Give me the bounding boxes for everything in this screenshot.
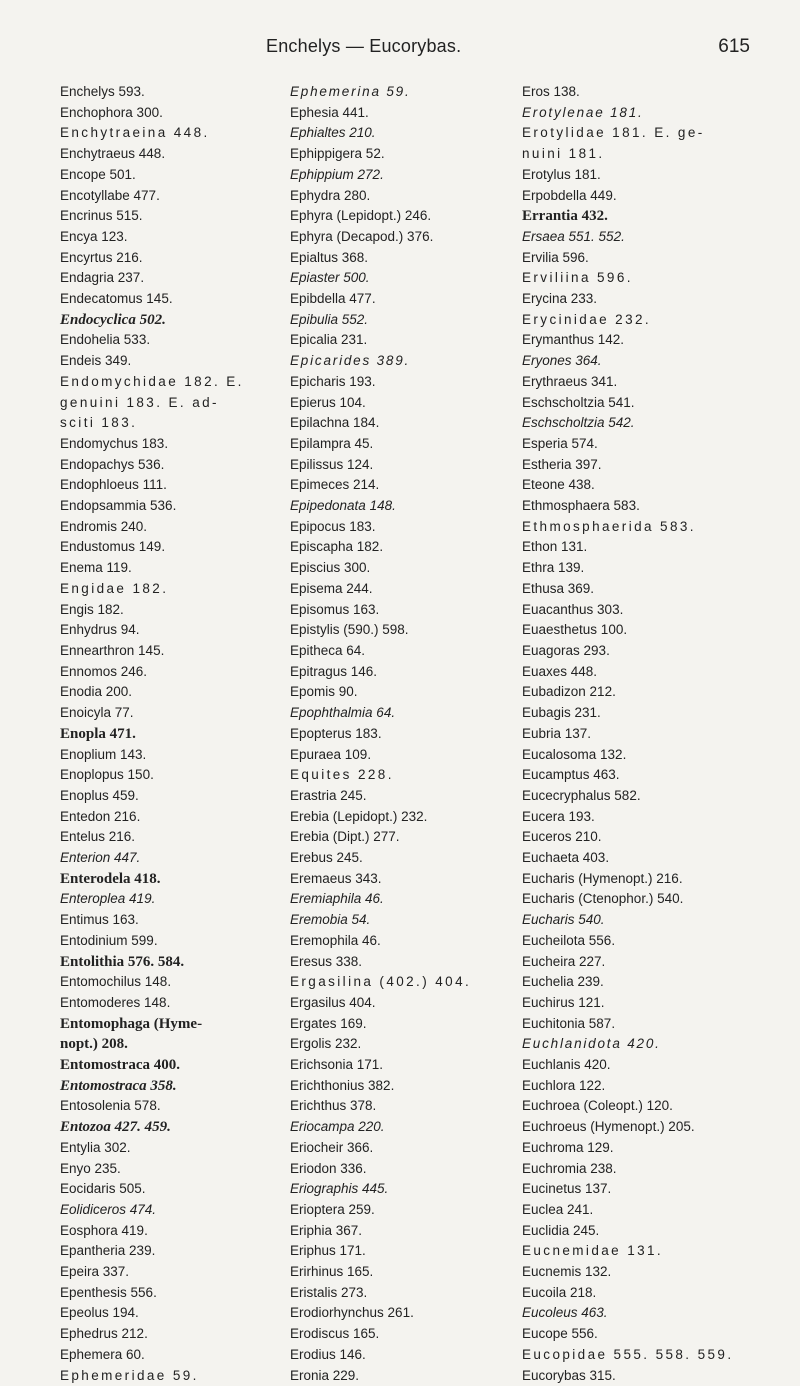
index-entry: Eresus 338. [290,953,363,969]
index-entry: Episema 244. [290,580,373,596]
index-column-3 [522,82,792,1386]
index-entry: Erycinidae 232. [522,311,652,327]
index-entry: Erymanthus 142. [522,332,625,348]
index-entry: Eubagis 231. [522,705,601,721]
index-entry: Enterion 447. [60,850,141,866]
index-entry: Enchytraeus 448. [60,146,166,162]
index-entry: Engis 182. [60,601,124,617]
index-entry: Equites 228. [290,767,394,783]
index-entry: Endohelia 533. [60,332,151,348]
index-entry: Euchlora 122. [522,1077,606,1093]
index-entry: Erirhinus 165. [290,1264,374,1280]
index-entry: Epantheria 239. [60,1243,156,1259]
index-entry: Epimeces 214. [290,477,380,493]
index-entry: Eriphus 171. [290,1243,366,1259]
index-entry: Euchromia 238. [522,1160,617,1176]
index-entry: Eucnemidae 131. [522,1243,664,1259]
index-entry: Euchaeta 403. [522,850,610,866]
index-entry: Epierus 104. [290,394,366,410]
index-entry: Endecatomus 145. [60,291,173,307]
index-entry: Encya 123. [60,228,128,244]
index-entry: Ergates 169. [290,1015,367,1031]
page-header [0,36,800,66]
running-title: Enchelys — Eucorybas. [266,36,462,56]
index-entry: Euacanthus 303. [522,601,624,617]
index-entry: Euchroeus (Hymenopt.) 205. [522,1119,695,1135]
index-entry: Epenthesis 556. [60,1284,157,1300]
index-entry: Eremophila 46. [290,932,381,948]
index-entry: Entomochilus 148. [60,974,172,990]
index-entry: Eucalosoma 132. [522,746,627,762]
index-entry: Ersaea 551. 552. [522,228,625,244]
index-entry: Enteroplea 419. [60,891,156,907]
index-entry: Ephemera 60. [60,1346,145,1362]
index-entry: Entimus 163. [60,912,139,928]
index-entry: Eros 138. [522,84,580,99]
index-entry: Endeis 349. [60,353,132,369]
index-entry: Entomostraca 358. [60,1077,177,1094]
index-entry: Ethusa 369. [522,580,595,596]
index-entry: Epicharis 193. [290,373,376,389]
index-entry: Episomus 163. [290,601,380,617]
index-entry: Erotylus 181. [522,166,601,182]
index-entry: Endromis 240. [60,518,148,534]
index-entry: Epitragus 146. [290,663,378,679]
index-entry: Eriphia 367. [290,1222,363,1238]
index-entry: Eriodon 336. [290,1160,367,1176]
index-entry: Eronia 229. [290,1367,360,1383]
index-entry: Euaesthetus 100. [522,622,628,638]
index-entry: Enema 119. [60,560,132,576]
index-entry: Endocyclica 502. [60,311,166,328]
index-entry: Eucharis (Ctenophor.) 540. [522,891,684,907]
index-entry: Eucope 556. [522,1326,598,1342]
index-entry: Eucera 193. [522,808,595,824]
index-entry: Ephyra (Decapod.) 376. [290,228,434,244]
index-entry: Eucharis 540. [522,912,605,928]
index-entry: Erodiorhynchus 261. [290,1305,414,1321]
index-entry: Encrinus 515. [60,208,143,224]
index-entry: Eosphora 419. [60,1222,148,1238]
page-number: 615 [718,36,750,57]
index-entry: Epibulia 552. [290,311,369,327]
index-entry: Enoplium 143. [60,746,147,762]
index-entry: sciti 183. [60,415,138,431]
index-entry: Eocidaris 505. [60,1181,146,1197]
index-entry: Erastria 245. [290,787,367,803]
index-entry: Ennomos 246. [60,663,148,679]
index-entry: Epipedonata 148. [290,498,396,514]
index-entry: Epipocus 183. [290,518,376,534]
index-entry: Eschscholtzia 541. [522,394,635,410]
index-entry: Eremobia 54. [290,912,371,928]
index-entry: Enchophora 300. [60,104,163,120]
index-entry: Euchroma 129. [522,1139,614,1155]
index-entry: Eucecryphalus 582. [522,787,641,803]
index-entry: Erebus 245. [290,850,363,866]
index-entry: Eucnemis 132. [522,1264,612,1280]
index-entry: Ervilia 596. [522,249,589,265]
index-entry: Entylia 302. [60,1139,131,1155]
index-entry: Ethmosphaera 583. [522,498,640,514]
index-entry: Endopsammia 536. [60,498,177,514]
index-entry: Endophloeus 111. [60,477,167,493]
index-entry: Epuraea 109. [290,746,372,762]
index-entry: Enchelys 593. [60,84,145,99]
index-entry: Erodiscus 165. [290,1326,380,1342]
index-entry: Estheria 397. [522,456,602,472]
index-entry: Enchytraeina 448. [60,125,210,141]
index-entry: Erichthonius 382. [290,1077,395,1093]
index-entry: genuini 183. E. ad- [60,394,219,410]
index-entry: Eucinetus 137. [522,1181,612,1197]
index-entry: Epomis 90. [290,684,358,700]
index-entry: Ephydra 280. [290,187,371,203]
index-entry: Ephialtes 210. [290,125,376,141]
index-entry: Encotyllabe 477. [60,187,160,203]
index-entry: Eteone 438. [522,477,595,493]
index-entry: Epicalia 231. [290,332,368,348]
index-entry: Eriographis 445. [290,1181,389,1197]
index-entry: Epiaster 500. [290,270,370,286]
index-entry: Eriocampa 220. [290,1119,385,1135]
index-entry: Epitheca 64. [290,642,366,658]
index-entry: Enoplopus 150. [60,767,154,783]
index-column-1 [60,82,310,1386]
index-entry: Erviliina 596. [522,270,633,286]
index-entry: Ergasilina (402.) 404. [290,974,472,990]
index-entry: Epilachna 184. [290,415,380,431]
index-entry: Epialtus 368. [290,249,369,265]
index-entry: Eucoleus 463. [522,1305,608,1321]
index-entry: Euchlanidota 420. [522,1036,661,1052]
index-entry: nuini 181. [522,146,605,162]
index-entry: Euchlanis 420. [522,1057,611,1073]
index-entry: Eremaeus 343. [290,870,382,886]
index-entry: Erebia (Dipt.) 277. [290,829,400,845]
index-entry: Endopachys 536. [60,456,165,472]
index-entry: Ephippigera 52. [290,146,385,162]
index-entry: Eschscholtzia 542. [522,415,635,431]
index-entry: Euchitonia 587. [522,1015,616,1031]
index-entry: Entomostraca 400. [60,1057,180,1074]
index-entry: Euaxes 448. [522,663,598,679]
index-entry: Epeolus 194. [60,1305,139,1321]
index-entry: Eubadizon 212. [522,684,616,700]
index-entry: Ethmosphaerida 583. [522,518,696,534]
index-entry: Enyo 235. [60,1160,121,1176]
index-entry: Erichthus 378. [290,1098,377,1114]
index-entry: Eucamptus 463. [522,767,620,783]
index-column-2 [290,82,540,1386]
index-entry: Ennearthron 145. [60,642,165,658]
index-entry: Ephippium 272. [290,166,384,182]
index-entry: Epicarides 389. [290,353,411,369]
index-entry: Euclidia 245. [522,1222,600,1238]
index-entry: Entodinium 599. [60,932,158,948]
index-entry: Euceros 210. [522,829,602,845]
index-entry: Euagoras 293. [522,642,610,658]
index-entry: Enoplus 459. [60,787,139,803]
index-entry: Entozoa 427. 459. [60,1119,171,1136]
index-entry: Endustomus 149. [60,539,166,555]
index-entry: Erebia (Lepidopt.) 232. [290,808,428,824]
index-entry: Engidae 182. [60,580,169,596]
index-entry: Ephedrus 212. [60,1326,148,1342]
index-entry: Eucorybas 315. [522,1367,616,1383]
index-entry: Eristalis 273. [290,1284,368,1300]
index-entry: Enodia 200. [60,684,133,700]
index-entry: Endomychus 183. [60,435,169,451]
index-entry: Euclea 241. [522,1201,594,1217]
index-entry: Entelus 216. [60,829,136,845]
index-entry: Epophthalmia 64. [290,705,396,721]
index-entry: Euchirus 121. [522,994,605,1010]
index-entry: Ergasilus 404. [290,994,376,1010]
index-entry: Epilampra 45. [290,435,374,451]
index-entry: Ephemeridae 59. [60,1367,199,1383]
index-entry: Epopterus 183. [290,725,382,741]
index-entry: Eucopidae 555. 558. 559. [522,1346,734,1362]
index-entry: Encope 501. [60,166,136,182]
index-entry: Eremiaphila 46. [290,891,384,907]
index-entry: Erpobdella 449. [522,187,617,203]
index-entry: Euchroea (Coleopt.) 120. [522,1098,673,1114]
index-entry: Erodius 146. [290,1346,366,1362]
index-entry: Ergolis 232. [290,1036,362,1052]
index-entry: Ethra 139. [522,560,585,576]
index-entry: Entolithia 576. 584. [60,953,185,970]
index-entry: Eucharis (Hymenopt.) 216. [522,870,683,886]
index-entry: Epeira 337. [60,1264,130,1280]
index-entry: Eryones 364. [522,353,602,369]
index-entry: Entedon 216. [60,808,141,824]
index-entry: nopt.) 208. [60,1036,128,1053]
index-entry: Enhydrus 94. [60,622,140,638]
index-entry: Entomoderes 148. [60,994,171,1010]
index-entry: Epibdella 477. [290,291,376,307]
index-entry: Erichsonia 171. [290,1057,384,1073]
index-entry: Ethon 131. [522,539,588,555]
index-entry: Ephyra (Lepidopt.) 246. [290,208,432,224]
index-entry: Errantia 432. [522,208,608,225]
index-entry: Euchelia 239. [522,974,604,990]
index-entry: Enoicyla 77. [60,705,134,721]
index-entry: Enopla 471. [60,725,136,742]
index-entry: Endomychidae 182. E. [60,373,244,389]
index-entry: Encyrtus 216. [60,249,143,265]
index-entry: Eucoila 218. [522,1284,597,1300]
index-entry: Entomophaga (Hyme- [60,1015,203,1032]
index-entry: Eolidiceros 474. [60,1201,157,1217]
index-entry: Endagria 237. [60,270,145,286]
index-entry: Epistylis (590.) 598. [290,622,409,638]
index-entry: Erotylidae 181. E. ge- [522,125,705,141]
index-entry: Erycina 233. [522,291,598,307]
index-entry: Ephemerina 59. [290,84,411,99]
index-entry: Eucheira 227. [522,953,606,969]
index-entry: Entosolenia 578. [60,1098,161,1114]
index-entry: Eucheilota 556. [522,932,616,948]
index-entry: Erythraeus 341. [522,373,618,389]
index-entry: Enterodela 418. [60,870,161,887]
index-entry: Episcius 300. [290,560,371,576]
index-entry: Esperia 574. [522,435,598,451]
index-entry: Ephesia 441. [290,104,369,120]
index-entry: Epilissus 124. [290,456,374,472]
index-entry: Erotylenae 181. [522,104,644,120]
index-entry: Episcapha 182. [290,539,384,555]
index-entry: Eriocheir 366. [290,1139,374,1155]
index-entry: Erioptera 259. [290,1201,375,1217]
index-entry: Eubria 137. [522,725,592,741]
